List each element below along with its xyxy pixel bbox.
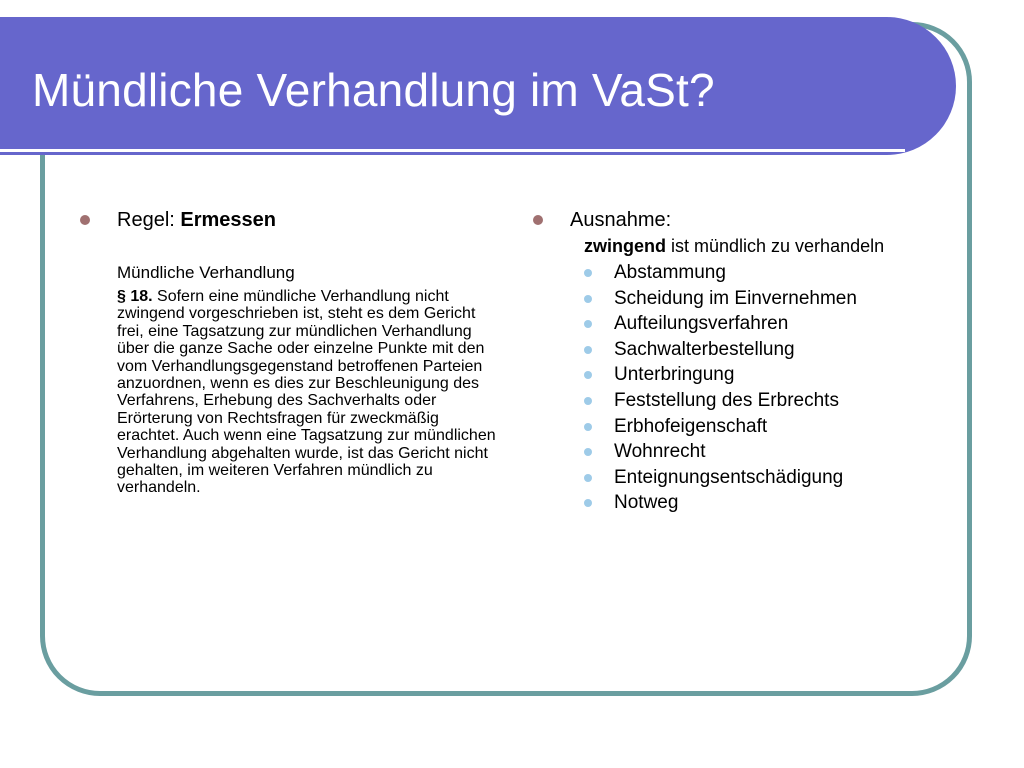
bullet-icon [584, 397, 592, 405]
paragraph-number: § 18. [117, 288, 153, 305]
list-item: Aufteilungsverfahren [584, 311, 857, 337]
slide-title: Mündliche Verhandlung im VaSt? [32, 64, 715, 116]
bullet-icon [584, 448, 592, 456]
left-heading-prefix: Regel: [117, 209, 181, 231]
bullet-icon [584, 474, 592, 482]
bullet-icon [584, 371, 592, 379]
right-sub-text: ist mündlich zu verhandeln [666, 236, 885, 256]
list-item: Wohnrecht [584, 439, 857, 465]
law-paragraph [117, 288, 497, 497]
paragraph-text: Sofern eine mündliche Verhandlung nicht zwingend vorgeschrieben ist, steht es dem Gericht frei, eine Tagsatzung zur mündlichen Verhandlung über die ganze Sache oder einzelne Punkte mit den vom Verhandlungsgegenstand betroffenen Parteien anzuordnen, wenn es dies zur Beschleunigung des Verfahrens, Erhebung des Sachverhalts oder Erörterung von Rechtsfragen für zweckmäßig erachtet. Auch wenn eine Tagsatzung zur mündlichen Verhandlung abgehalten wurde, ist das Gericht nicht gehalten, im weiteren Verfahren mündlich zu verhandeln. [117, 288, 496, 497]
list-item: Unterbringung [584, 362, 857, 388]
right-sub-bold: zwingend [584, 236, 666, 256]
list-item: Sachwalterbestellung [584, 337, 857, 363]
bullet-icon [584, 423, 592, 431]
bullet-icon [584, 499, 592, 507]
list-item: Enteignungsentschädigung [584, 465, 857, 491]
exception-list [584, 260, 857, 516]
bullet-icon [533, 215, 543, 225]
right-heading: Ausnahme: [570, 209, 672, 231]
list-item: Abstammung [584, 260, 857, 286]
bullet-icon [80, 215, 90, 225]
right-sub-heading [584, 236, 884, 257]
list-item: Erbhofeigenschaft [584, 414, 857, 440]
bullet-icon [584, 269, 592, 277]
bullet-icon [584, 295, 592, 303]
list-item: Scheidung im Einvernehmen [584, 286, 857, 312]
left-heading-bold: Ermessen [180, 209, 276, 231]
left-heading [117, 209, 276, 232]
title-underline [0, 149, 905, 152]
left-sub-heading: Mündliche Verhandlung [117, 263, 295, 282]
bullet-icon [584, 346, 592, 354]
bullet-icon [584, 320, 592, 328]
list-item: Feststellung des Erbrechts [584, 388, 857, 414]
title-bar [0, 17, 956, 155]
list-item: Notweg [584, 490, 857, 516]
